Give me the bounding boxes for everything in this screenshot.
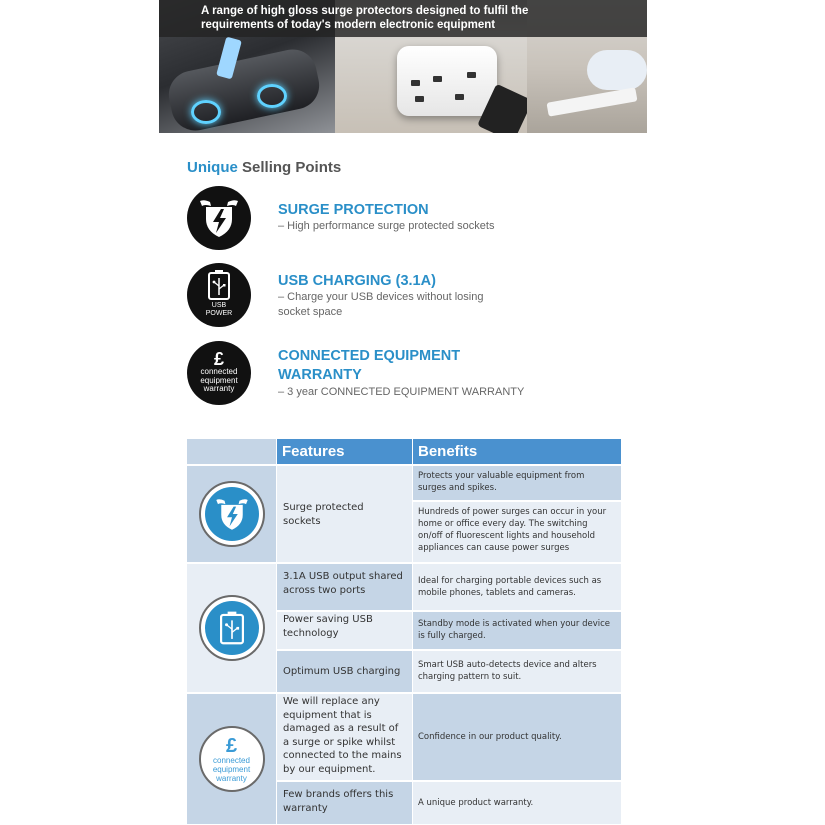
pound-symbol: £ bbox=[213, 349, 224, 370]
feature-text: damaged as a result of bbox=[283, 723, 399, 734]
warranty-icon-label: connected bbox=[200, 367, 238, 377]
usb-battery-icon bbox=[199, 595, 265, 661]
benefit-text: surges and spikes. bbox=[418, 483, 497, 493]
benefit-text: Protects your valuable equipment from bbox=[418, 471, 585, 481]
feature-text: technology bbox=[283, 628, 339, 639]
table-icon-cell-warranty bbox=[187, 694, 276, 824]
benefit-text: Hundreds of power surges can occur in your bbox=[418, 507, 607, 517]
table-header-features: Features bbox=[277, 439, 412, 464]
charging-device-shape bbox=[164, 45, 323, 133]
benefit-cell-confidence bbox=[413, 694, 621, 780]
benefit-text: mobile phones, tablets and cameras. bbox=[418, 588, 576, 598]
benefit-text: on/off of fluorescent lights and household bbox=[418, 531, 595, 541]
feature-cell-surge bbox=[277, 466, 412, 562]
warranty-icon-label: warranty bbox=[203, 384, 235, 394]
warranty-icon-label: equipment bbox=[212, 764, 251, 774]
glow-ring-icon bbox=[257, 84, 287, 108]
table-header-icon-column bbox=[187, 439, 276, 464]
benefit-text: A unique product warranty. bbox=[418, 798, 534, 808]
benefit-text: Standby mode is activated when your device bbox=[418, 619, 611, 629]
surge-shield-icon bbox=[187, 186, 251, 250]
banner-caption bbox=[201, 4, 641, 32]
surge-adapter-shape bbox=[397, 46, 497, 116]
usp-heading-warranty: WARRANTY bbox=[278, 367, 362, 383]
feature-cell-usb-output bbox=[277, 564, 412, 610]
banner-caption-line: A range of high gloss surge protectors designed to fulfil the bbox=[201, 5, 529, 17]
cushion-shape bbox=[587, 50, 647, 90]
usb-power-icon bbox=[187, 263, 251, 327]
product-banner bbox=[159, 0, 647, 133]
warranty-icon-label: warranty bbox=[216, 773, 247, 783]
feature-text: 3.1A USB output shared bbox=[283, 571, 403, 582]
feature-text: connected to the mains bbox=[283, 750, 402, 761]
usp-heading-warranty: CONNECTED EQUIPMENT bbox=[278, 348, 461, 364]
table-icon-cell-surge bbox=[187, 466, 276, 562]
warranty-pound-icon bbox=[199, 726, 265, 792]
feature-text: warranty bbox=[283, 803, 328, 814]
feature-text: across two ports bbox=[283, 585, 366, 596]
feature-cell-optimum-usb bbox=[277, 651, 412, 692]
benefit-cell-surge-a bbox=[413, 466, 621, 500]
pound-symbol: £ bbox=[225, 734, 238, 757]
feature-cell-power-saving bbox=[277, 612, 412, 649]
table-icon-cell-usb bbox=[187, 564, 276, 692]
feature-text: Few brands offers this bbox=[283, 789, 394, 800]
feature-text: sockets bbox=[283, 516, 321, 527]
table-header-benefits: Benefits bbox=[413, 439, 621, 464]
feature-cell-replace bbox=[277, 694, 412, 780]
surge-shield-icon bbox=[199, 481, 265, 547]
benefit-text: appliances can cause power surges bbox=[418, 543, 570, 553]
usp-desc-surge: – High performance surge protected sockets bbox=[278, 220, 495, 232]
usb-icon-label: POWER bbox=[205, 310, 233, 317]
feature-text: Surge protected bbox=[283, 502, 364, 513]
benefit-text: Confidence in our product quality. bbox=[418, 732, 562, 742]
usp-heading-surge: SURGE PROTECTION bbox=[278, 202, 429, 218]
usp-desc-usb: – Charge your USB devices without losing bbox=[278, 291, 484, 303]
glow-ring-icon bbox=[191, 100, 221, 124]
benefit-cell-usb-output bbox=[413, 564, 621, 610]
usb-icon-label: USB bbox=[211, 302, 227, 309]
usp-title-rest: Selling Points bbox=[242, 159, 342, 176]
usp-desc-usb: socket space bbox=[278, 306, 343, 318]
benefit-cell-power-saving bbox=[413, 612, 621, 649]
warranty-icon-label: connected bbox=[213, 755, 250, 765]
benefit-text: charging pattern to suit. bbox=[418, 672, 522, 682]
usp-heading-usb: USB CHARGING (3.1A) bbox=[278, 273, 436, 289]
feature-cell-few-brands bbox=[277, 782, 412, 824]
feature-text: Optimum USB charging bbox=[283, 665, 401, 677]
feature-text: a surge or spike whilst bbox=[283, 736, 396, 748]
usp-desc-warranty: – 3 year CONNECTED EQUIPMENT WARRANTY bbox=[278, 386, 525, 398]
benefit-cell-surge-b bbox=[413, 502, 621, 562]
benefit-text: is fully charged. bbox=[418, 631, 486, 641]
benefit-cell-unique bbox=[413, 782, 621, 824]
benefit-text: Smart USB auto-detects device and alters bbox=[418, 660, 597, 670]
benefit-cell-optimum-usb bbox=[413, 651, 621, 692]
feature-text: We will replace any bbox=[283, 696, 380, 707]
usp-title-highlight: Unique bbox=[187, 159, 238, 176]
extension-strip-shape bbox=[546, 87, 637, 116]
feature-text: by our equipment. bbox=[283, 763, 376, 775]
feature-text: equipment that is bbox=[283, 709, 372, 721]
usp-title bbox=[187, 159, 341, 176]
benefit-text: home or office every day. The switching bbox=[418, 519, 588, 529]
warranty-icon-label: equipment bbox=[200, 375, 238, 385]
feature-text: Power saving USB bbox=[283, 614, 373, 625]
warranty-pound-icon bbox=[187, 341, 251, 405]
benefit-text: Ideal for charging portable devices such as bbox=[418, 576, 602, 586]
banner-caption-line: requirements of today's modern electronic equipment bbox=[201, 19, 496, 31]
